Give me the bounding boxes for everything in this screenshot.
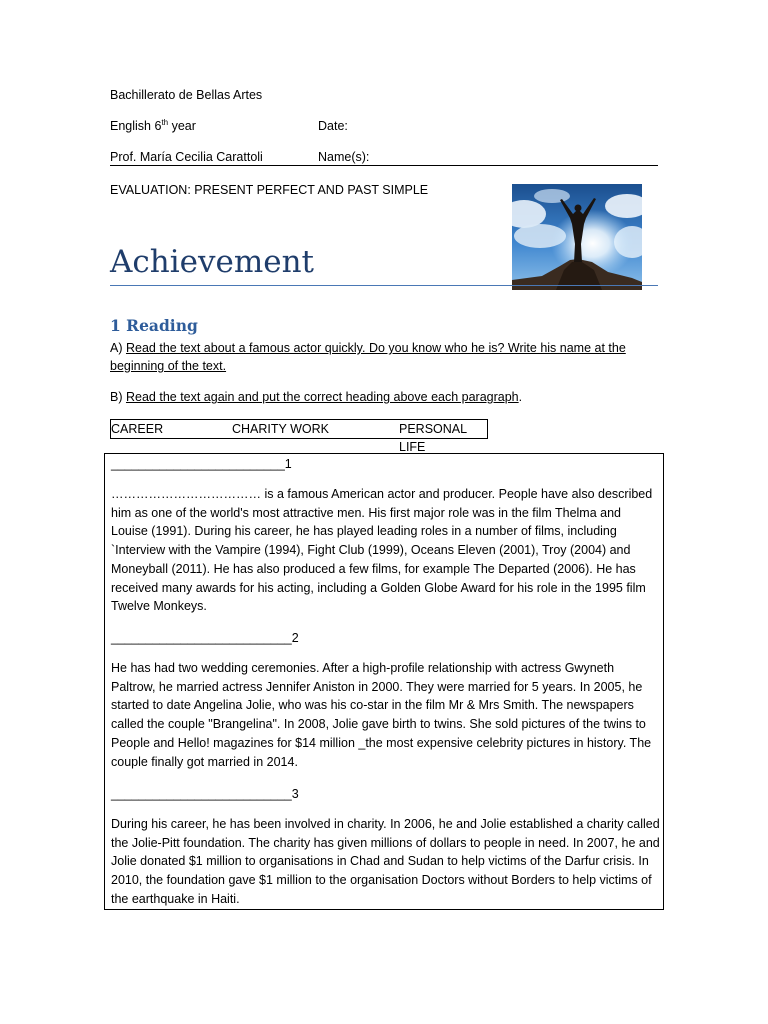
- course-label: [110, 118, 196, 134]
- person-on-mountain-illustration: [512, 184, 642, 290]
- professor-name: Prof. María Cecilia Carattoli: [110, 150, 263, 164]
- instruction-a: [110, 339, 658, 375]
- heading-option-personal-life: PERSONAL LIFE: [399, 422, 467, 454]
- instruction-a-prefix: A): [110, 341, 126, 355]
- course-suffix: year: [168, 119, 196, 133]
- paragraph-2: He has had two wedding ceremonies. After a high-profile relationship with actress Gwyneth Paltrow, he married actress Jennifer Aniston in 2000. They were married for 5 years. In 2005, he started to date Angelina Jolie, who was his co-star in the film Mr & Mrs Smith. The newspapers called the couple "Brangelina". In 2008, Jolie gave birth to twins. She sold pictures of the twins to People and Hello! magazines for $14 million _the most expensive celebrity pictures in history. The couple finally got married in 2014.: [111, 661, 652, 769]
- instruction-b-prefix: B): [110, 390, 126, 404]
- heading-blank-2[interactable]: __________________________2: [111, 631, 299, 645]
- section-heading: 1 Reading: [110, 316, 198, 335]
- course-prefix: English 6: [110, 119, 162, 133]
- heading-option-career: CAREER: [111, 422, 164, 436]
- heading-options-box: [110, 419, 488, 454]
- heading-blank-1[interactable]: _________________________1: [111, 457, 292, 471]
- worksheet-title: Achievement: [110, 244, 314, 280]
- reading-text-box: [104, 453, 664, 910]
- instruction-a-text: Read the text about a famous actor quickly. Do you know who he is? Write his name at the beginning of the text.: [110, 341, 626, 373]
- course-superscript: th: [161, 117, 169, 127]
- header-divider: [110, 165, 658, 166]
- school-name: Bachillerato de Bellas Artes: [110, 88, 263, 102]
- names-label: Name(s):: [318, 150, 370, 164]
- date-label: Date:: [318, 119, 348, 133]
- paragraph-1: ……………………………… is a famous American actor and producer. People have also described him as one of the world's most attractive men. His first major role was in the film Thelma and Louise (1991). During his career, he has played leading roles in a number of films, including `Interview with the Vampire (1994), Fight Club (1999), Oceans Eleven (2001), Troy (2004) and Moneyball (2011). He has also produced a few films, for example The Departed (2006). He has received many awards for his acting, including a Golden Globe Award for his role in the 1995 film Twelve Monkeys.: [111, 487, 653, 614]
- heading-blank-3[interactable]: __________________________3: [111, 787, 299, 801]
- instruction-b-suffix: .: [518, 390, 523, 404]
- instruction-b-text: Read the text again and put the correct heading above each paragraph: [125, 390, 519, 404]
- evaluation-topic: EVALUATION: PRESENT PERFECT AND PAST SIMPLE: [110, 183, 429, 197]
- achievement-photo: [512, 184, 642, 290]
- title-underline: [110, 285, 658, 286]
- paragraph-3: During his career, he has been involved in charity. In 2006, he and Jolie established a charity called the Jolie-Pitt foundation. The charity has given millions of dollars to people in need. In 2007, he and Jolie donated $1 million to organisations in Chad and Sudan to help victims of the Darfur crisis. In 2010, the foundation gave $1 million to the organisation Doctors without Borders to help victims of the earthquake in Haiti.: [111, 817, 660, 906]
- heading-option-charity-work: CHARITY WORK: [232, 422, 329, 436]
- instruction-b: [110, 388, 658, 406]
